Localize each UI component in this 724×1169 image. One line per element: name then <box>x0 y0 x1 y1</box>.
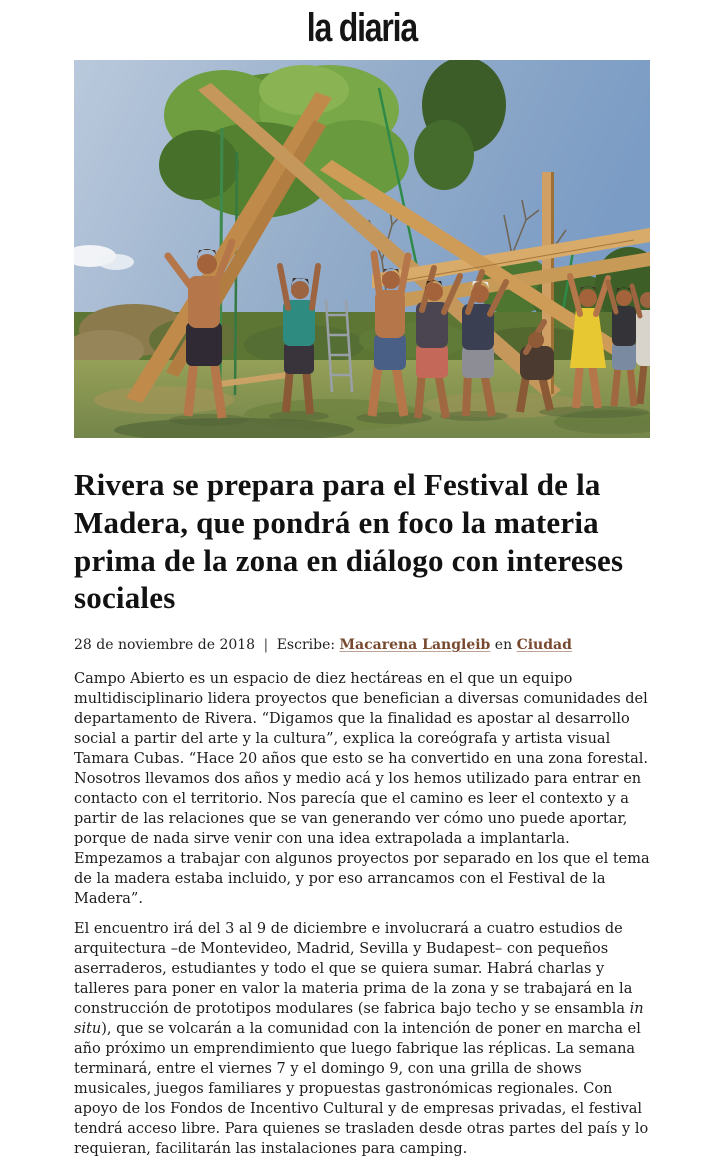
byline-date: 28 de noviembre de 2018 <box>74 637 256 654</box>
masthead-logo[interactable] <box>307 8 417 48</box>
article-photo-illustration <box>74 60 650 438</box>
article-photo <box>74 60 650 438</box>
masthead <box>0 8 724 48</box>
article-paragraph: Campo Abierto es un espacio de diez hectáreas en el que un equipo multidisciplinario lidera proyectos que benefician a diversas comunidades del departamento de Rivera. “Digamos que la finalidad es apostar al desarrollo social a partir del arte y la cultura”, explica la coreógrafa y artista visual Tamara Cubas. “Hace 20 años que esto se ha convertido en una zona forestal. Nosotros llevamos dos años y medio acá y los hemos utilizado para entrar en contacto con el territorio. Nos parecía que el camino es leer el contexto y a partir de las relaciones que se van generando ver cómo uno puede aportar, porque de nada sirve venir con una idea extrapolada a implantarla. Empezamos a trabajar con algunos proyectos por separado en los que el tema de la madera estaba incluido, y por eso arrancamos con el Festival de la Madera”. <box>74 671 650 908</box>
byline <box>74 637 650 653</box>
byline-section-link[interactable]: Ciudad <box>516 637 572 654</box>
article-body <box>74 669 650 1159</box>
byline-connector: en <box>494 637 513 654</box>
article-headline: Rivera se prepara para el Festival de la Madera, que pondrá en foco la materia prima de la zona en diálogo con intereses sociales <box>74 467 624 616</box>
byline-separator: | <box>263 637 269 654</box>
byline-author-label: Escribe: <box>276 637 336 654</box>
masthead-logo-text: la diaria <box>306 6 418 50</box>
byline-author-link[interactable]: Macarena Langleib <box>339 637 491 654</box>
article-paragraph: El encuentro irá del 3 al 9 de diciembre e involucrará a cuatro estudios de arquitectura –de Montevideo, Madrid, Sevilla y Budapest– con pequeños aserraderos, estudiantes y todo el que se quiera sumar. Habrá charlas y talleres para poner en valor la materia prima de la zona y se trabajará en la construcción de prototipos modulares (se fabrica bajo techo y se ensambla in situ), que se volcarán a la comunidad con la intención de poner en marcha el año próximo un emprendimiento que luego fabrique las réplicas. La semana terminará, entre el viernes 7 y el domingo 9, con una grilla de shows musicales, juegos familiares y propuestas gastronómicas regionales. Con apoyo de los Fondos de Incentivo Cultural y de empresas privadas, el festival tendrá acceso libre. Para quienes se trasladen desde otras partes del país y lo requieran, facilitarán las instalaciones para camping. <box>74 921 649 1158</box>
